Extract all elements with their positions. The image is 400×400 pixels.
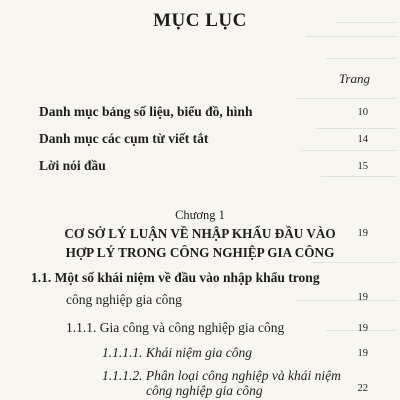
toc-entry-label: Danh mục bảng số liệu, biểu đồ, hình [39,104,253,119]
toc-entry-page: 19 [357,348,368,359]
toc-entry-label-continued: công nghiệp gia công [66,292,182,307]
chapter-title[interactable] [0,224,400,262]
page-title: MỤC LỤC [153,10,247,31]
chapter-title-line: CƠ SỞ LÝ LUẬN VỀ NHẬP KHẨU ĐẦU VÀO [64,226,336,241]
toc-entry-label: Danh mục các cụm từ viết tắt [39,131,209,146]
chapter-title-line: HỢP LÝ TRONG CÔNG NGHIỆP GIA CÔNG [65,245,335,260]
toc-entry-page: 15 [357,161,368,172]
chapter-number: Chương 1 [175,208,225,222]
toc-entry-page: 14 [357,134,368,145]
toc-entry-label: 1.1.1.2. Phân loại công nghiệp và khái niệm [102,368,341,383]
toc-entry-label: 1.1. Một số khái niệm về đầu vào nhập khẩu trong [31,270,320,285]
page-column-header: Trang [338,71,370,86]
toc-entry-page: 19 [357,292,368,303]
toc-entry-label: 1.1.1. Gia công và công nghiệp gia công [66,320,285,335]
toc-entry-label: 1.1.1.1. Khái niệm gia công [102,345,252,360]
toc-entry-page: 19 [357,323,368,334]
chapter-page-number: 19 [357,228,368,239]
toc-entry-label-continued: công nghiệp gia công [146,383,263,398]
toc-entry-page: 10 [357,107,368,118]
toc-entry-page: 22 [357,383,368,394]
toc-entry-label: Lời nói đầu [39,158,106,173]
